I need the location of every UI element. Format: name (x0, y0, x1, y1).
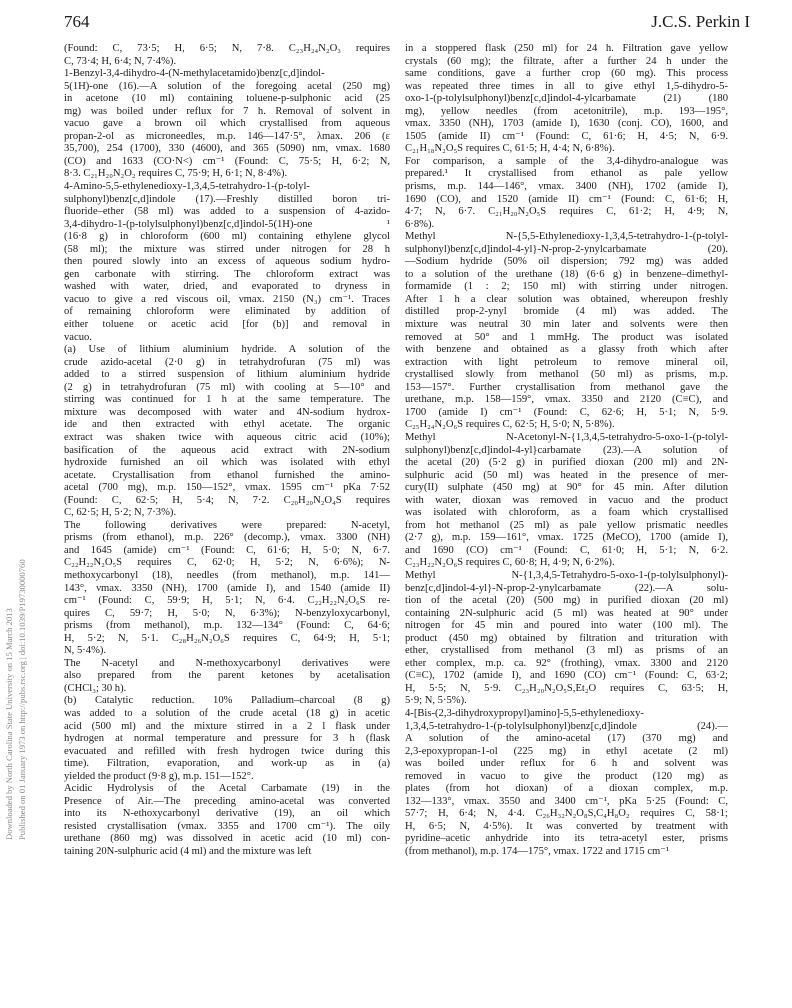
right-column-text-line: extraction with light petroleum to remove mineral oil, (405, 356, 728, 368)
left-column-text-line: 35,700), 254 (1700), 330 (4600), and 365 (5090) nm, νmax. 1680 (64, 143, 390, 155)
right-column-text-line: 1,3,4,5-tetrahydro-1-(p-tolylsulphonyl)benz[c,d]indole (24).— (405, 720, 728, 732)
left-column-text-line: washed with water, dried, and evaporated to dryness in (64, 281, 390, 293)
right-column-text-line: ether, crystallised from methanol (3 ml) as prisms of an (405, 645, 728, 657)
left-column-text-line: (58 ml); the mixture was stirred under nitrogen for 28 h (64, 243, 390, 255)
right-column-text-line: was boiled under reflux for 6 h and solvent was (405, 758, 728, 770)
right-column-text-line: plates (from hot dioxan) of a dioxan complex, m.p. (405, 783, 728, 795)
left-column-text-line: H, 5·2; N, 5·1. C₂₈H₂₆N₂O₆S requires C, 64·9; H, 5·1; (64, 632, 390, 644)
left-column-text-line: time). Filtration, evaporation, and work-up as in (a) (64, 758, 390, 770)
right-column-text-line: with water, dioxan was removed in vacuo and the product (405, 494, 728, 506)
left-column-text-line: The following derivatives were prepared: N-acetyl, (64, 519, 390, 531)
right-column-text-line: A solution of the amino-acetal (17) (370 mg) and (405, 733, 728, 745)
right-column-text-line: 2,3-epoxypropan-1-ol (225 mg) in ethyl acetate (2 ml) (405, 745, 728, 757)
right-column-text-line: 153—157°. Further crystallisation from methanol gave the (405, 381, 728, 393)
right-column-text-line: 4-[Bis-(2,3-dihydroxypropyl)amino]-5,5-ethylenedioxy- (405, 707, 644, 719)
right-column-text-line: H, 6·5; N, 4·5%). It was converted by treatment with (405, 820, 728, 832)
right-column-text-line: removed at 50° and 1 mmHg. The product was isolated (405, 331, 728, 343)
right-column-text-line: 132—133°, νmax. 3550 and 3400 cm⁻¹, pKa 5·25 (Found: C, (405, 795, 728, 807)
right-column-text-line: nitrogen for 45 min and poured into water (100 ml). The (405, 620, 728, 632)
left-column-text-line: (CHCl₃; 30 h). (64, 682, 127, 694)
right-column-text-line: in a stoppered flask (250 ml) for 24 h. Filtration gave yellow (405, 43, 728, 54)
left-column-text-line: The N-acetyl and N-methoxycarbonyl derivatives were (64, 657, 390, 669)
left-column-text-line: of remaining chloroform were eliminated by addition of (64, 306, 390, 318)
right-column-text-line: After 1 h a clear solution was obtained, whereupon freshly (405, 293, 728, 305)
right-column-text-line: C₂₅H₂₄N₂O₆S requires C, 62·5; H, 5·0; N, 5·8%). (405, 419, 615, 431)
right-column-text-line: (2·7 g), m.p. 159—161°, νmax. 1725 (MeCO), 1700 (amide I), (405, 532, 728, 544)
left-column-text-line: vacuo to give a red viscous oil, νmax. 2150 (N₃) cm⁻¹. Traces (64, 293, 390, 305)
right-column-text-line: νmax. 3350 (NH), 1703 (amide I), 1630 (conj. CO), 1600, and (405, 118, 728, 130)
left-column-text-line: added to a stirred suspension of lithium aluminium hydride (64, 369, 390, 381)
right-column-text-line: pyridine–acetic anhydride into its tetra-acetyl ester, prisms (405, 833, 728, 845)
left-column-text-line: (Found: C, 62·5; H, 5·4; N, 7·2. C₂₀H₂₀N₂O₄S requires (64, 494, 390, 506)
left-column-text-line: (CO) and 1633 (CO·N<) cm⁻¹ (Found: C, 75·5; H, 6·2; N, (64, 155, 390, 167)
left-column-text-line: taining 20N-sulphuric acid (4 ml) and the mixture was left (64, 846, 312, 857)
left-column-text-line: Acidic Hydrolysis of the Acetal Carbamate (19) in the (64, 783, 390, 795)
right-column-text-line: with benzene and obtained as a glassy froth which after (405, 344, 728, 356)
right-column-text-line: the acetal (20) (5·2 g) in purified dioxan (200 ml) and 2N- (405, 457, 728, 469)
left-column-text-line: (b) Catalytic reduction. 10% Palladium–charcoal (8 g) (64, 695, 390, 707)
right-column-text-line: and 1690 (CO) cm⁻¹ (Found: C, 61·0; H, 5·1; N, 6·2. (405, 544, 728, 556)
right-column-text-line: mixture was neutral 30 min later and solvents were then (405, 319, 728, 331)
left-column-text-line: stirring was continued for 1 h at the same temperature. The (64, 394, 390, 406)
left-column-text-line: sulphonyl)benz[c,d]indole (17).—Freshly distilled boron tri- (64, 193, 390, 205)
right-column-text-line: benz[c,d]indol-4-yl}-N-prop-2-ynylcarbamate (22).—A solu- (405, 582, 728, 594)
right-column-text-line: oxo-1-(p-tolylsulphonyl)benz[c,d]indol-4-ylcarbamate (21) (180 (405, 93, 728, 105)
right-column-text-line: H, 5·5; N, 5·9. C₂₃H₂₀N₂O₅S,Et₂O requires C, 63·5; H, (405, 682, 728, 694)
left-column-text-line: N, 5·4%). (64, 645, 107, 657)
right-column-text-line: mg), yellow needles (from acetonitrile), m.p. 193—195°, (405, 105, 728, 117)
right-column-text-line: tion of the acetal (20) (500 mg) in purified dioxan (20 ml) (405, 595, 728, 607)
right-column-text-line: same conditions, gave a further crop (60 mg). This process (405, 68, 728, 80)
right-column-text-line: prisms, m.p. 144—146°, νmax. 3400 (NH), 1702 (amide I), (405, 181, 728, 193)
left-column-text-line: propan-2-ol as microneedles, m.p. 146—147·5°, λmax. 206 (ε (64, 130, 390, 142)
right-column-text-line: C₂₃H₂₂N₂O₆S requires C, 60·8; H, 4·9; N, 6·2%). (405, 557, 615, 569)
left-column-text-line: crude azido-acetal (2·0 g) in tetrahydrofuran (75 ml) was (64, 356, 390, 368)
publication-note: Published on 01 January 1973 on http://pubs.rsc.org | doi:10.1039/P19730000760 (17, 559, 27, 840)
right-column-text-line: urethane, m.p. 158—159°, νmax. 3350 and 2120 (C≡C), and (405, 394, 728, 406)
right-column-text-line: product (450 mg) obtained by filtration and trituration with (405, 632, 728, 644)
right-column-text-line: (from methanol), m.p. 174—175°, νmax. 1722 and 1715 cm⁻¹ (405, 846, 670, 857)
right-column-text-line: —Sodium hydride (50% oil dispersion; 792 mg) was added (405, 256, 728, 268)
right-column-text-line: Methyl N-Acetonyl-N-{1,3,4,5-tetrahydro-5-oxo-1-(p-tolyl- (405, 431, 728, 443)
left-column-text-line: hydrogen at normal temperature and pressure for 3 h (flask (64, 733, 390, 745)
left-column-text-line: acetate. Crystallisation from ethanol furnished the amino- (64, 469, 390, 481)
left-column-text-line: prisms (from ethanol), m.p. 226° (decomp.), νmax. 3300 (NH) (64, 532, 390, 544)
right-column-text-line: formamide (1 : 2; 150 ml) with stirring under nitrogen. (405, 281, 728, 293)
download-note: Downloaded by North Carolina State University on 15 March 2013 (4, 608, 14, 840)
right-column-text-line: cury(II) sulphate (450 mg) at 90° for 45 min. After dilution (405, 482, 728, 494)
left-column-text-line: C, 62·5; H, 5·2; N, 7·3%). (64, 507, 177, 519)
right-column-text-line: Methyl N-{1,3,4,5-Tetrahydro-5-oxo-1-(p-tolylsulphonyl)- (405, 569, 728, 581)
left-column-text-line: gen carbonate with stirring. The chloroform extract was (64, 268, 390, 280)
right-column-text-line: from hot methanol (25 ml) as pale yellow prismatic needles (405, 519, 728, 531)
left-column-text-line: and 1645 (amide) cm⁻¹ (Found: C, 61·6; H, 5·0; N, 6·7. (64, 544, 390, 556)
right-column-text-line: 1700 (amide I) cm⁻¹ (Found: C, 62·6; H, 5·1; N, 5·9. (405, 406, 728, 418)
right-column-text-line: 6·8%). (405, 218, 435, 230)
left-column-text-line: methoxycarbonyl (18), needles (from methanol), m.p. 141— (64, 569, 390, 581)
left-column-text-line: 8·3. C₂₁H₂₀N₂O₂ requires C, 75·9; H, 6·1; N, 8·4%). (64, 168, 288, 180)
right-column-text-line: sulphonyl)benz[c,d]indol-4-yl}carbamate (23).—A solution of (405, 444, 728, 456)
left-column-text-line: 143°, νmax. 3350 (NH), 1700 (amide I), and 1540 (amide II) (64, 582, 390, 594)
left-column-text-line: Presence of Air.—The preceding amino-acetal was converted (64, 795, 390, 807)
margin-notes (4, 120, 27, 840)
left-column-text-line: ide and then extracted with ethyl acetate. The organic (64, 419, 390, 431)
right-column-text-line: containing 2N-sulphuric acid (5 ml) was heated at 90° under (405, 607, 728, 619)
right-column-text-line: Methyl N-{5,5-Ethylenedioxy-1,3,4,5-tetrahydro-1-(p-tolyl- (405, 231, 728, 243)
page-number: 764 (64, 12, 90, 31)
right-column-text-line: (C≡C), 1702 (amide I), and 1690 (CO) cm⁻¹ (Found: C, 63·2; (405, 670, 728, 682)
right-column-text-line: was repeated three times in all to give ethyl 1,5-dihydro-5- (405, 80, 728, 92)
right-column-text-line: 1690 (CO), and 1520 (amide II) cm⁻¹ (Found: C, 61·6; H, (405, 193, 728, 205)
right-column-text-line: prepared.¹ It crystallised from ethanol as pale yellow (405, 168, 728, 180)
left-column-text-line: extract was shaken twice with aqueous citric acid (10%); (64, 431, 390, 443)
right-column-text-line: For comparison, a sample of the 3,4-dihydro-analogue was (405, 155, 728, 167)
right-column-text-line: was isolated with chloroform, as a foam which crystallised (405, 507, 728, 519)
right-column-text-line: ether complex, m.p. ca. 92° (frothing), νmax. 3300 and 2120 (405, 657, 728, 669)
left-column-text-line: (Found: C, 73·5; H, 6·5; N, 7·8. C₂₃H₂₄N₂O₃ requires (64, 43, 390, 54)
right-column-text-line: distilled prop-2-ynyl bromide (4 ml) was added. The (405, 306, 728, 318)
left-column-text-line: (16·8 g) in chloroform (600 ml) containing ethylene glycol (64, 231, 390, 243)
right-column-text-line: removed in vacuo to give the product (120 mg) as (405, 770, 728, 782)
left-column-text-line: 5(1H)-one (16).—A solution of the foregoing acetal (250 mg) (64, 80, 390, 92)
left-column-text-line: evacuated and refilled with fresh hydrogen twice during this (64, 745, 390, 757)
left-column-text-line: mixture was decomposed with water and 4N-sodium hydrox- (64, 406, 390, 418)
left-column-text-line: either toluene or acetic acid [for (b)] and removal in (64, 319, 390, 331)
left-column-text-line: C, 73·4; H, 6·4; N, 7·4%). (64, 55, 177, 67)
right-column-text-line: 4·7; N, 6·7. C₂₁H₂₀N₂O₅S requires C, 61·2; H, 4·9; N, (405, 206, 728, 218)
left-column-text-line: into its N-ethoxycarbonyl derivative (19), an oil which (64, 808, 390, 820)
left-column-text-line: then poured slowly into an excess of aqueous sodium hydro- (64, 256, 390, 268)
right-column-text-line: 57·7; H, 6·4; N, 4·4. C₂₆H₃₂N₂O₈S,C₄H₈O₂ requires C, 58·1; (405, 808, 728, 820)
left-column-text-line: acetal (700 mg), m.p. 150—152°, νmax. 1595 cm⁻¹ pKa 7·52 (64, 482, 390, 494)
right-column-text-line: 1505 (amide II) cm⁻¹ (Found: C, 61·6; H, 4·5; N, 6·9. (405, 130, 728, 142)
right-column (405, 43, 728, 859)
left-column-text-line: 1-Benzyl-3,4-dihydro-4-(N-methylacetamido)benz[c,d]indol- (64, 68, 325, 80)
left-column-text-line: basification of the aqueous acid extract with 2N-sodium (64, 444, 390, 456)
right-column-text-line: sulphuric acid (50 ml) was heated in the presence of mer- (405, 469, 728, 481)
left-column-text-line: acid (500 ml) and the mixture stirred in a 2 l flask under (64, 720, 390, 732)
left-column-text-line: 4-Amino-5,5-ethylenedioxy-1,3,4,5-tetrahydro-1-(p-tolyl- (64, 181, 310, 193)
left-column-text-line: resisted crystallisation (νmax. 3355 and 1700 cm⁻¹). The oily (64, 820, 390, 832)
left-column-text-line: prisms (from methanol), m.p. 132—134° (Found: C, 64·6; (64, 620, 390, 632)
left-column-text-line: C₂₂H₂₂N₂O₅S requires C, 62·0; H, 5·2; N, 6·6%); N- (64, 557, 390, 569)
left-column-text-line: 3,4-dihydro-1-(p-tolylsulphonyl)benz[c,d]indol-5(1H)-one ¹ (64, 218, 390, 230)
left-column-text-line: hydroxide furnished an oil which was isolated with ethyl (64, 457, 390, 469)
left-column-text-line: in acetone (10 ml) containing toluene-p-sulphonic acid (25 (64, 93, 390, 105)
left-column-text-line: fluoride–ether (58 ml) was added to a suspension of 4-azido- (64, 206, 390, 218)
left-column-text-line: quires C, 59·7; H, 5·0; N, 6·3%); N-benzyloxycarbonyl, (64, 607, 390, 619)
left-column-text-line: urethane (860 mg) was dissolved in acetic acid (10 ml) con- (64, 833, 390, 845)
left-column-text-line: yielded the product (9·8 g), m.p. 151—152°. (64, 770, 254, 782)
right-column-text-line: sulphonyl)benz[c,d]indol-4-yl}-N-prop-2-ynylcarbamate (20). (405, 243, 728, 255)
right-column-text-line: crystals (60 mg); the filtrate, after a further 24 h under the (405, 55, 728, 67)
left-column-text-line: also prepared from the parent ketones by acetalisation (64, 670, 390, 682)
left-column-text-line: (2 g) in tetrahydrofuran (75 ml) with cooling at 5—10° and (64, 381, 390, 393)
journal-name: J.C.S. Perkin I (651, 12, 750, 31)
left-column-text-line: mg) was boiled under reflux for 7 h. Removal of solvent in (64, 105, 390, 117)
right-column-text-line: crystallised slowly from methanol (50 ml) as prisms, m.p. (405, 369, 728, 381)
right-column-text-line: C₂₁H₁₈N₂O₅S requires C, 61·5; H, 4·4; N, 6·8%). (405, 143, 615, 155)
right-column-text-line: to a solution of the urethane (18) (6·6 g) in benzene–dimethyl- (405, 268, 728, 280)
left-column-text-line: (a) Use of lithium aluminium hydride. A solution of the (64, 344, 390, 356)
left-column-text-line: was added to a solution of the crude acetal (18 g) in acetic (64, 707, 390, 719)
left-column-text-line: vacuo gave a brown oil which crystallised from aqueous (64, 118, 390, 130)
left-column-text-line: vacuo. (64, 331, 92, 343)
left-column (64, 43, 390, 859)
right-column-text-line: 5·9; N, 5·5%). (405, 695, 467, 707)
left-column-text-line: cm⁻¹ (Found: C, 59·9; H, 5·1; N, 6·4. C₂₂H₂₂N₂O₆S re- (64, 595, 390, 607)
